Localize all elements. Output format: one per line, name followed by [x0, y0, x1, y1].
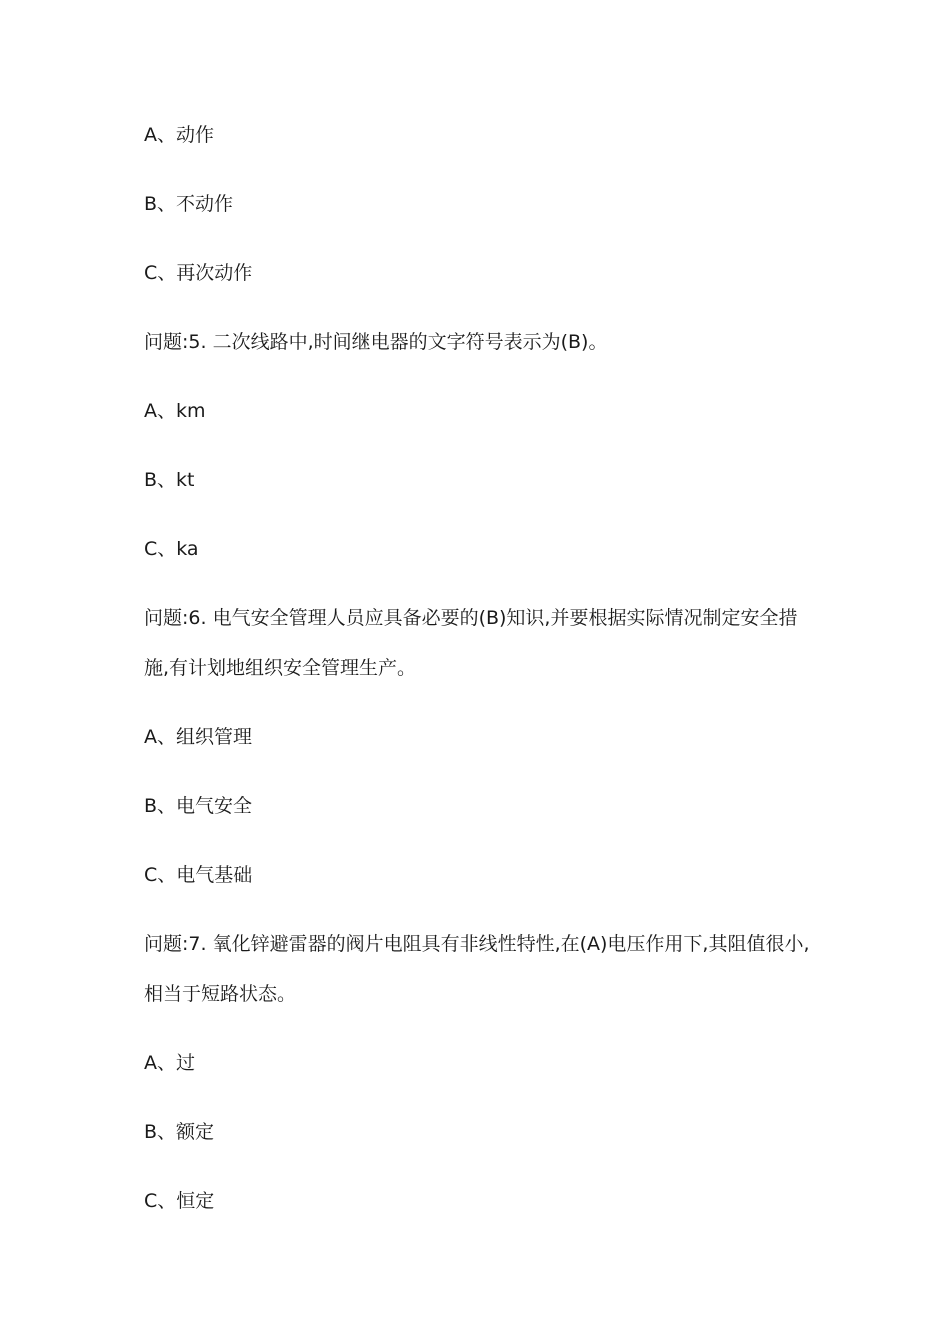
- question-6-text-line-1: 问题:6. 电气安全管理人员应具备必要的(B)知识,并要根据实际情况制定安全措: [144, 607, 798, 629]
- q6-option-a: A、组织管理: [144, 726, 252, 748]
- q4-option-a: A、动作: [144, 124, 214, 146]
- q5-option-a: A、km: [144, 400, 206, 422]
- q7-option-c: C、恒定: [144, 1190, 215, 1212]
- question-7-text-line-1: 问题:7. 氧化锌避雷器的阀片电阻具有非线性特性,在(A)电压作用下,其阻值很小,: [144, 933, 810, 955]
- q4-option-b: B、不动作: [144, 193, 234, 215]
- q5-option-b: B、kt: [144, 469, 195, 491]
- q5-option-c: C、ka: [144, 538, 199, 560]
- q7-option-a: A、过: [144, 1052, 195, 1074]
- question-6-text-line-2: 施,有计划地组织安全管理生产。: [144, 657, 417, 679]
- question-7-text-line-2: 相当于短路状态。: [144, 983, 297, 1005]
- q4-option-c: C、再次动作: [144, 262, 253, 284]
- q6-option-c: C、电气基础: [144, 864, 253, 886]
- question-5-text: 问题:5. 二次线路中,时间继电器的文字符号表示为(B)。: [144, 331, 608, 353]
- q7-option-b: B、额定: [144, 1121, 215, 1143]
- q6-option-b: B、电气安全: [144, 795, 253, 817]
